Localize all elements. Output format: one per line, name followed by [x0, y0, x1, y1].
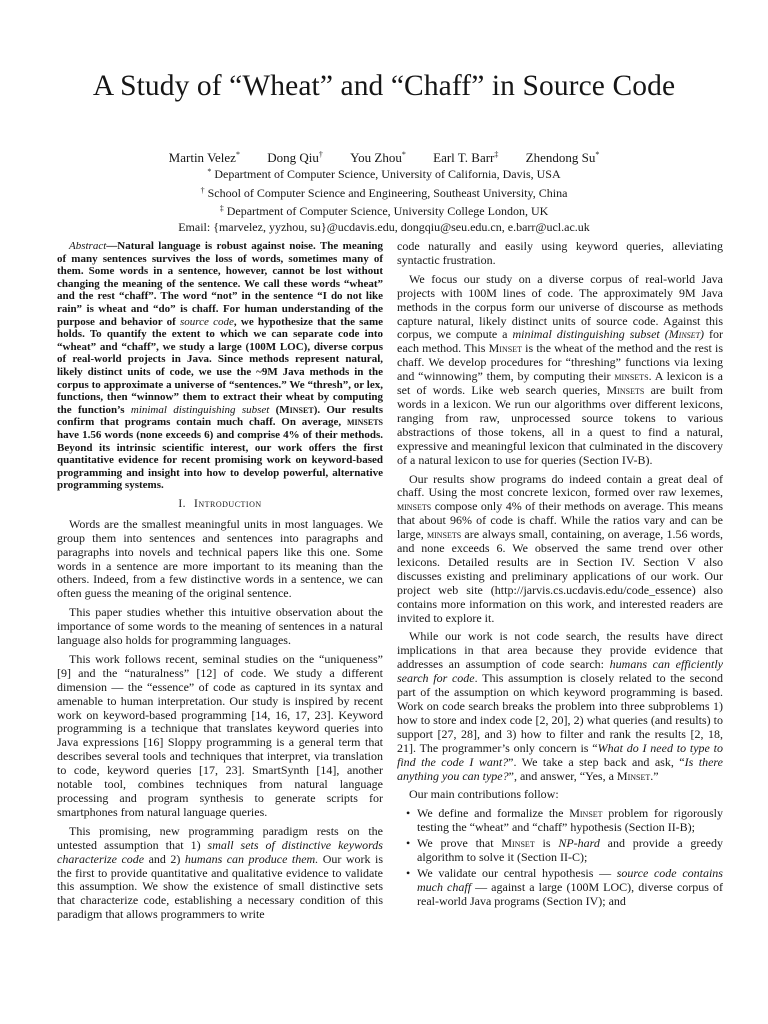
- author: You Zhou*: [350, 150, 406, 165]
- paragraph: While our work is not code search, the results have direct implications in that area because they provide evidence that addresses an assumption of code search: humans can efficiently search for code. This assumption is closely related to the second part of the assumption on which keyword programming is based. Work on code search breaks the problem into three subproblems 1) how to store and index code [2, 20], 2) what queries (and results) to support [27, 28], and 3) how to filter and rank the results [2, 18, 21]. The programmer’s only concern is “What do I need to type to find the code I want?”. We take a step back and ask, “Is there anything you can type?”, and answer, “Yes, a Minset.”: [397, 629, 724, 783]
- affiliation: ‡ Department of Computer Science, University College London, UK: [219, 204, 549, 219]
- right-column: [397, 240, 723, 911]
- left-column: [57, 240, 383, 927]
- paragraph: Our results show programs do indeed contain a great deal of chaff. Using the most concrete lexicon, formed over raw lexemes, minsets compose only 4% of their methods on average. This means that about 96% of code is chaff. While the ratios vary and can be large, minsets are always small, containing, on average, 1.56 words, and none exceeds 6. We observed the same trend over other lexicons. Detailed results are in Section IV. Section V also discusses existing and preliminary applications of our work. Our project web site (http://jarvis.cs.ucdavis.edu/code_essence) also contains more information on this work, and interested readers are invited to explore it.: [397, 471, 724, 625]
- affiliation-list: [60, 164, 708, 235]
- contribution-list: [397, 807, 723, 908]
- affiliation: * Department of Computer Science, University of California, Davis, USA: [207, 167, 561, 181]
- author: Zhendong Su*: [525, 150, 600, 165]
- list-item: • We validate our central hypothesis — source code contains much chaff — against a large (100M LOC), diverse corpus of real-world Java programs (Section IV); and: [417, 867, 723, 909]
- abstract: Abstract—Natural language is robust against noise. The meaning of many sentences survives the loss of words, sometimes many of them. Some words in a sentence, however, cannot be lost without changing the meaning of the sentence. We call these words “wheat” and the rest “chaff”. The word “not” in the sentence “I do not like rain” is wheat and “do” is chaff. For human understanding of the purpose and behavior of source code, we hypothesize that the same holds. To quantify the extent to which we can separate code into “wheat” and “chaff”, we study a large (100M LOC), diverse corpus of real-world projects in Java. Since methods represent natural, likely distinct units of code, we use the ~9M Java methods in the corpus to approximate a universe of “sentences.” We “thresh”, or lex, functions, then “winnow” them to extract their wheat by computing the function’s minimal distinguishing subset (Minset). Our results confirm that programs contain much chaff. On average, minsets have 1.56 words (none exceeds 6) and comprise 4% of their methods. Beyond its intrinsic scientific interest, our work offers the first quantitative evidence for recent promising work on keyword-based programming and insight into how to develop powerful, alternative programming systems.: [57, 240, 384, 492]
- affiliation: † School of Computer Science and Engineering, Southeast University, China: [200, 185, 568, 200]
- section-heading-introduction: I. Introduction: [178, 497, 262, 510]
- paragraph: code naturally and easily using keyword queries, alleviating syntactic frustration.: [397, 239, 723, 267]
- paragraph: This work follows recent, seminal studies on the “uniqueness” [9] and the “naturalness” [12] of code. We study a different dimension — the “essence” of code as captured in its syntax and amenable to human interpretation. Our study is inspired by recent work on keyword-based programming [14, 16, 17, 23]. Keyword programming is a technique that translates keyword queries into Java expressions [16] Sloppy programming is a general term that describes several tools and techniques that interpret, via translation to code, keyword queries [17, 23]. SmartSynth [14], another notable tool, combines techniques from natural language processing and program synthesis to generate scripts for smartphones from natural language queries.: [57, 651, 383, 819]
- paper-title: A Study of “Wheat” and “Chaff” in Source Code: [92, 70, 676, 102]
- paragraph: This promising, new programming paradigm rests on the untested assumption that 1) small sets of distinctive keywords characterize code and 2) humans can produce them. Our work is the first to provide quantitative and qualitative evidence to validate this assumption. We show the existence of small distinctive sets that characterize code, establishing a necessary condition of this paradigm that allows programmers to write: [57, 823, 384, 922]
- list-item: • We define and formalize the Minset problem for rigorously testing the “wheat” and “chaff” hypothesis (Section II-B);: [417, 807, 723, 835]
- paragraph: This paper studies whether this intuitive observation about the importance of some words to the meaning of sentences in a natural language also holds for programming languages.: [57, 605, 383, 648]
- paragraph: Our main contributions follow:: [409, 787, 559, 802]
- list-item: • We prove that Minset is NP-hard and provide a greedy algorithm to solve it (Section II-C);: [417, 837, 723, 865]
- author: Martin Velez*: [168, 150, 240, 165]
- paragraph: Words are the smallest meaningful units in most languages. We group them into sentences and sentences into paragraphs and paragraphs into novels and technical papers like this one. Some words in a sentence are more important to its meaning than the others. Indeed, from a few distinctive words in a sentence, we can often guess the meaning of the original sentence.: [57, 516, 383, 601]
- email-line: Email: {marvelez, yyzhou, su}@ucdavis.edu, dongqiu@seu.edu.cn, e.barr@ucl.ac.uk: [178, 219, 590, 234]
- author: Earl T. Barr‡: [433, 150, 499, 165]
- paragraph: We focus our study on a diverse corpus of real-world Java projects with 100M lines of code. The approximately 9M Java methods in the corpus form our universe of discourse as methods capture natural, likely distinct units of source code. Against this corpus, we compute a minimal distinguishing subset (Minset) for each method. This Minset is the wheat of the method and the rest is chaff. We develop procedures for “threshing” functions via lexing and “winnowing” them, by computing their minsets. A lexicon is a set of words. Like web search queries, Minsets are built from words in a lexicon. We run our algorithms over different lexicons, ranging from raw, unprocessed source tokens to various abstractions of those tokens, all in a quest to find a natural, expressive and meaningful lexicon that culminated in the discovery of a natural lexicon to use for queries (Section IV-B).: [397, 271, 724, 467]
- author: Dong Qiu†: [267, 150, 323, 165]
